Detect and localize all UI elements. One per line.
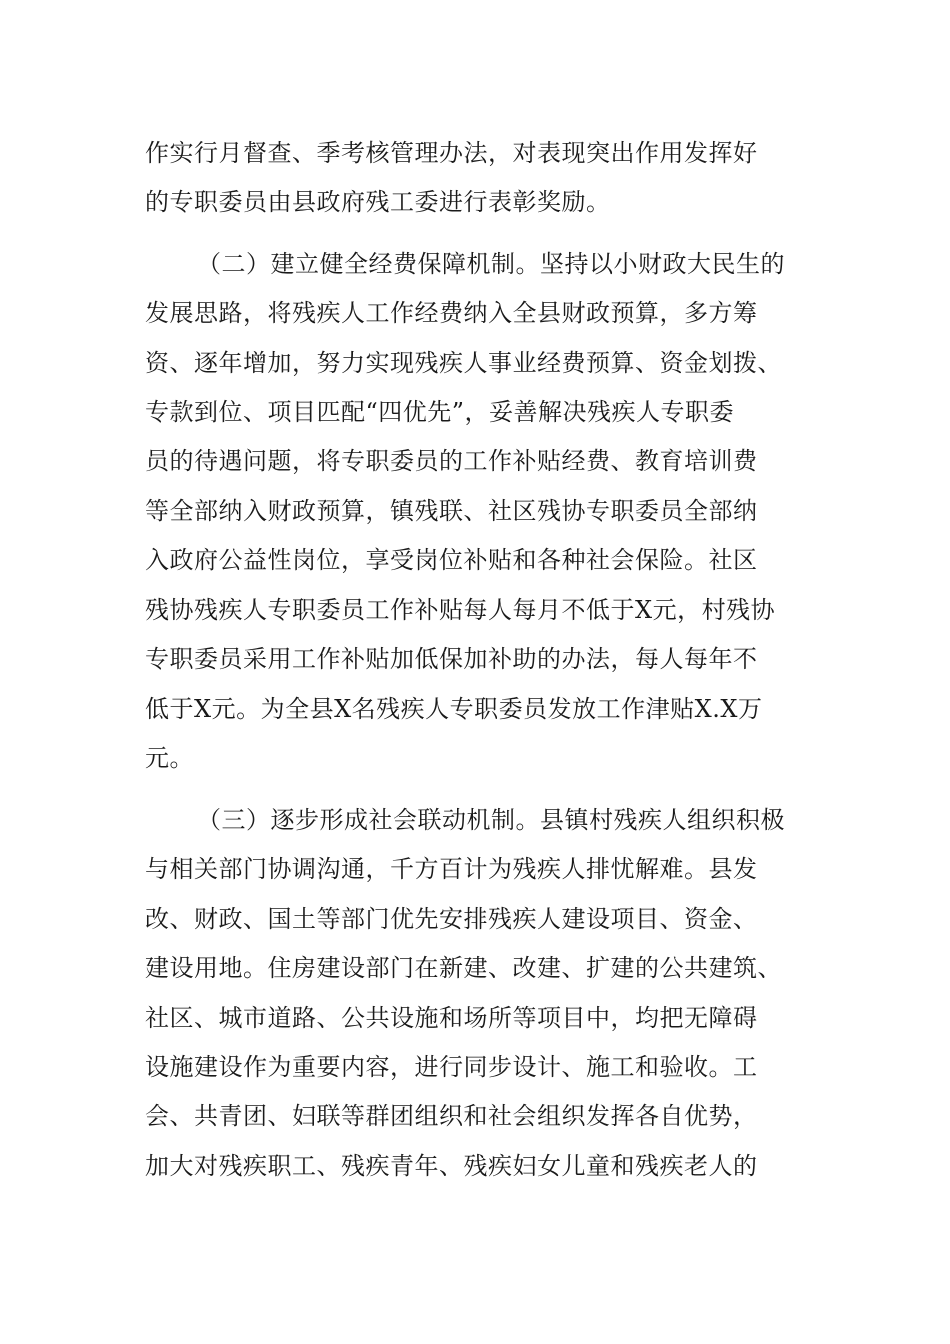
paragraph-2-line-11: 元。 [145,744,194,772]
paragraph-3-line-1: （三）逐步形成社会联动机制。县镇村残疾人组织积极 [197,806,785,834]
paragraph-3-line-3: 改、财政、国土等部门优先安排残疾人建设项目、资金、 [145,905,758,933]
paragraph-3-line-2: 与相关部门协调沟通，千方百计为残疾人排忧解难。县发 [145,855,758,883]
paragraph-1-line-2: 的专职委员由县政府残工委进行表彰奖励。 [145,188,611,216]
paragraph-2-line-8: 残协残疾人专职委员工作补贴每人每月不低于X元，村残协 [145,596,776,624]
paragraph-2-line-9: 专职委员采用工作补贴加低保加补助的办法，每人每年不 [145,645,758,673]
paragraph-3-line-6: 设施建设作为重要内容，进行同步设计、施工和验收。工 [145,1053,758,1081]
paragraph-3-line-4: 建设用地。住房建设部门在新建、改建、扩建的公共建筑、 [145,954,782,982]
paragraph-2-line-1: （二）建立健全经费保障机制。坚持以小财政大民生的 [197,250,785,278]
paragraph-2-line-3: 资、逐年增加，努力实现残疾人事业经费预算、资金划拨、 [145,349,782,377]
paragraph-3-line-5: 社区、城市道路、公共设施和场所等项目中，均把无障碍 [145,1004,758,1032]
paragraph-2-line-5: 员的待遇问题，将专职委员的工作补贴经费、教育培训费 [145,447,758,475]
paragraph-2-line-10: 低于X元。为全县X名残疾人专职委员发放工作津贴X.X万 [145,695,763,723]
paragraph-2-line-6: 等全部纳入财政预算，镇残联、社区残协专职委员全部纳 [145,497,758,525]
paragraph-1-line-1: 作实行月督查、季考核管理办法，对表现突出作用发挥好 [145,139,758,167]
paragraph-2-line-2: 发展思路，将残疾人工作经费纳入全县财政预算，多方筹 [145,299,758,327]
paragraph-3-line-8: 加大对残疾职工、残疾青年、残疾妇女儿童和残疾老人的 [145,1152,758,1180]
paragraph-3-line-7: 会、共青团、妇联等群团组织和社会组织发挥各自优势， [145,1102,758,1130]
paragraph-2-line-4: 专款到位、项目匹配“四优先”，妥善解决残疾人专职委 [145,398,735,426]
paragraph-2-line-7: 入政府公益性岗位，享受岗位补贴和各种社会保险。社区 [145,546,758,574]
